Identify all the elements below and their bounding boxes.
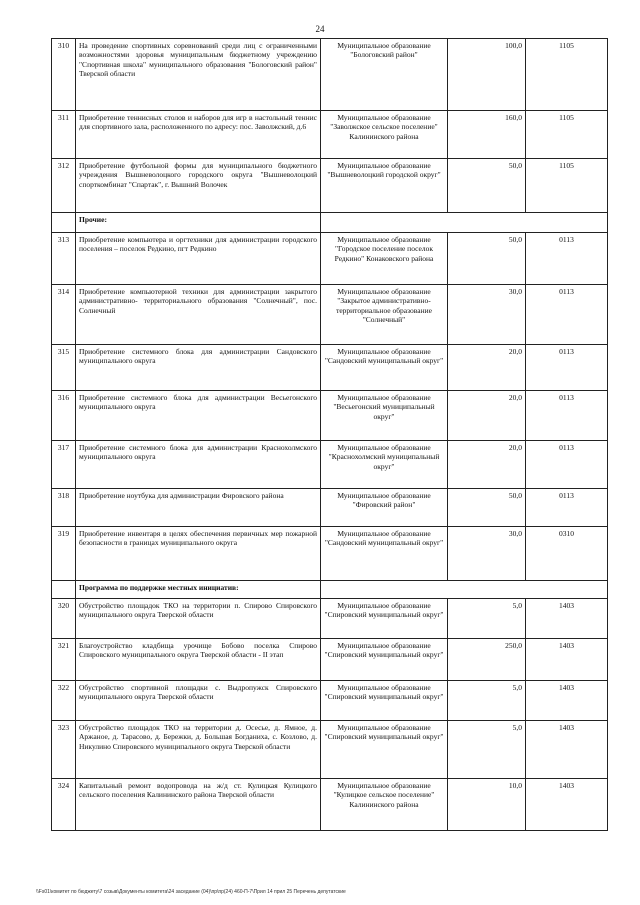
organization-cell: Муниципальное образование "Бологовский район" xyxy=(321,39,448,111)
row-number-cell: 311 xyxy=(52,111,76,159)
row-number-cell: 323 xyxy=(52,721,76,779)
description-cell: Благоустройство кладбища урочище Бобово поселка Спирово Спировского муниципального округа Тверской области - II этап xyxy=(76,639,321,681)
description-cell: Приобретение теннисных столов и наборов для игр в настольный теннис для спортивного зала, расположенного по адресу: пос. Заволжский, д.6 xyxy=(76,111,321,159)
organization-cell: Муниципальное образование "Спировский муниципальный округ" xyxy=(321,721,448,779)
budget-code-cell: 1105 xyxy=(526,39,608,111)
organization-cell: Муниципальное образование "Спировский муниципальный округ" xyxy=(321,639,448,681)
table-row xyxy=(52,441,608,489)
row-number-cell: 315 xyxy=(52,345,76,391)
amount-cell: 100,0 xyxy=(448,39,526,111)
row-number-cell: 313 xyxy=(52,233,76,285)
budget-code-cell: 1105 xyxy=(526,159,608,213)
description-cell: Приобретение системного блока для администрации Сандовского муниципального округа xyxy=(76,345,321,391)
table-row xyxy=(52,599,608,639)
page-number: 24 xyxy=(315,24,325,34)
description-cell: Приобретение компьютерной техники для администрации закрытого административно- территориального образования "Солнечный", пос. Солнечный xyxy=(76,285,321,345)
section-row xyxy=(52,581,608,599)
amount-cell: 50,0 xyxy=(448,489,526,527)
amount-cell: 5,0 xyxy=(448,721,526,779)
table-row xyxy=(52,285,608,345)
description-cell: Приобретение системного блока для администрации Весьегонского муниципального округа xyxy=(76,391,321,441)
description-cell: Приобретение футбольной формы для муниципального бюджетного учреждения Вышневолоцкого городского округа "Вышневолоцкий спорткомбинат "Спартак", г. Вышний Волочек xyxy=(76,159,321,213)
organization-cell: Муниципальное образование "Закрытое административно-территориальное образование "Солнечный" xyxy=(321,285,448,345)
budget-code-cell: 0113 xyxy=(526,233,608,285)
budget-code-cell: 0113 xyxy=(526,285,608,345)
description-cell: Приобретение инвентаря в целях обеспечения первичных мер пожарной безопасности в границах муниципального округа xyxy=(76,527,321,581)
amount-cell: 160,0 xyxy=(448,111,526,159)
section-row xyxy=(52,213,608,233)
table-row xyxy=(52,639,608,681)
description-cell: Приобретение системного блока для администрации Краснохолмского муниципального округа xyxy=(76,441,321,489)
table-row xyxy=(52,681,608,721)
budget-code-cell: 1105 xyxy=(526,111,608,159)
row-number-cell: 312 xyxy=(52,159,76,213)
organization-cell: Муниципальное образование "Спировский муниципальный округ" xyxy=(321,681,448,721)
row-number-cell: 321 xyxy=(52,639,76,681)
description-cell: Обустройство спортивной площадки с. Выдропужск Спировского муниципального округа Тверской области xyxy=(76,681,321,721)
description-cell: Капитальный ремонт водопровода на ж/д ст. Кулицкая Кулицкого сельского поселения Калининского района Тверской области xyxy=(76,779,321,831)
description-cell: Приобретение ноутбука для администрации Фировского района xyxy=(76,489,321,527)
amount-cell: 5,0 xyxy=(448,681,526,721)
table-row xyxy=(52,111,608,159)
amount-cell: 20,0 xyxy=(448,391,526,441)
row-number-cell: 317 xyxy=(52,441,76,489)
table-row xyxy=(52,721,608,779)
amount-cell: 20,0 xyxy=(448,345,526,391)
description-cell: На проведение спортивных соревнований среди лиц с ограниченными возможностями здоровья муниципальным бюджетному учреждению "Спортивная школа" муниципального образования "Бологовский район" Тверской области xyxy=(76,39,321,111)
table-row xyxy=(52,391,608,441)
amount-cell: 20,0 xyxy=(448,441,526,489)
organization-cell: Муниципальное образование "Фировский район" xyxy=(321,489,448,527)
table-row xyxy=(52,159,608,213)
section-empty-cell xyxy=(321,213,608,233)
amount-cell: 50,0 xyxy=(448,159,526,213)
budget-code-cell: 1403 xyxy=(526,779,608,831)
organization-cell: Муниципальное образование "Краснохолмский муниципальный округ" xyxy=(321,441,448,489)
row-number-cell: 314 xyxy=(52,285,76,345)
organization-cell: Муниципальное образование "Весьегонский муниципальный округ" xyxy=(321,391,448,441)
budget-code-cell: 1403 xyxy=(526,681,608,721)
budget-code-cell: 0310 xyxy=(526,527,608,581)
organization-cell: Муниципальное образование "Сандовский муниципальный округ" xyxy=(321,527,448,581)
amount-cell: 30,0 xyxy=(448,527,526,581)
row-number-cell: 310 xyxy=(52,39,76,111)
amount-cell: 250,0 xyxy=(448,639,526,681)
organization-cell: Муниципальное образование "Вышневолоцкий городской округ" xyxy=(321,159,448,213)
organization-cell: Муниципальное образование "Спировский муниципальный округ" xyxy=(321,599,448,639)
row-number-cell: 319 xyxy=(52,527,76,581)
row-number-cell: 316 xyxy=(52,391,76,441)
table-row xyxy=(52,779,608,831)
description-cell: Обустройство площадок ТКО на территории д. Осесье, д. Ямное, д. Аржаное, д. Тарасово, д. Бережки, д. Большая Богданиха, с. Козлово, д. Никулино Спировского муниципального округа Тверской области xyxy=(76,721,321,779)
description-cell: Приобретение компьютера и оргтехники для администрации городского поселения – поселок Редкино, пгт Редкино xyxy=(76,233,321,285)
organization-cell: Муниципальное образование "Заволжское сельское поселение" Калининского района xyxy=(321,111,448,159)
budget-code-cell: 1403 xyxy=(526,599,608,639)
row-number-cell: 322 xyxy=(52,681,76,721)
row-number-cell xyxy=(52,581,76,599)
organization-cell: Муниципальное образование "Городское поселение поселок Редкино" Конаковского района xyxy=(321,233,448,285)
budget-code-cell: 1403 xyxy=(526,639,608,681)
row-number-cell xyxy=(52,213,76,233)
amount-cell: 50,0 xyxy=(448,233,526,285)
budget-code-cell: 0113 xyxy=(526,489,608,527)
file-path-footer: \\Fs01\комитет по бюджету\7 созыв\Документы комитета\24 заседание (04)\пр\пр(24) 460-П-7\Прил 14 прил 25 Перечень депутатские xyxy=(36,889,346,895)
description-cell: Обустройство площадок ТКО на территории п. Спирово Спировского муниципального округа Тверской области xyxy=(76,599,321,639)
budget-code-cell: 0113 xyxy=(526,391,608,441)
amount-cell: 30,0 xyxy=(448,285,526,345)
section-empty-cell xyxy=(321,581,608,599)
budget-code-cell: 1403 xyxy=(526,721,608,779)
section-heading: Прочие: xyxy=(76,213,321,233)
funding-table xyxy=(51,38,608,831)
organization-cell: Муниципальное образование "Кулицкое сельское поселение" Калининского района xyxy=(321,779,448,831)
amount-cell: 5,0 xyxy=(448,599,526,639)
table-row xyxy=(52,489,608,527)
table-row xyxy=(52,345,608,391)
row-number-cell: 324 xyxy=(52,779,76,831)
organization-cell: Муниципальное образование "Сандовский муниципальный округ" xyxy=(321,345,448,391)
table-row xyxy=(52,233,608,285)
row-number-cell: 318 xyxy=(52,489,76,527)
budget-code-cell: 0113 xyxy=(526,345,608,391)
amount-cell: 10,0 xyxy=(448,779,526,831)
section-heading: Программа по поддержке местных инициатив: xyxy=(76,581,321,599)
budget-code-cell: 0113 xyxy=(526,441,608,489)
row-number-cell: 320 xyxy=(52,599,76,639)
table-row xyxy=(52,39,608,111)
table-row xyxy=(52,527,608,581)
